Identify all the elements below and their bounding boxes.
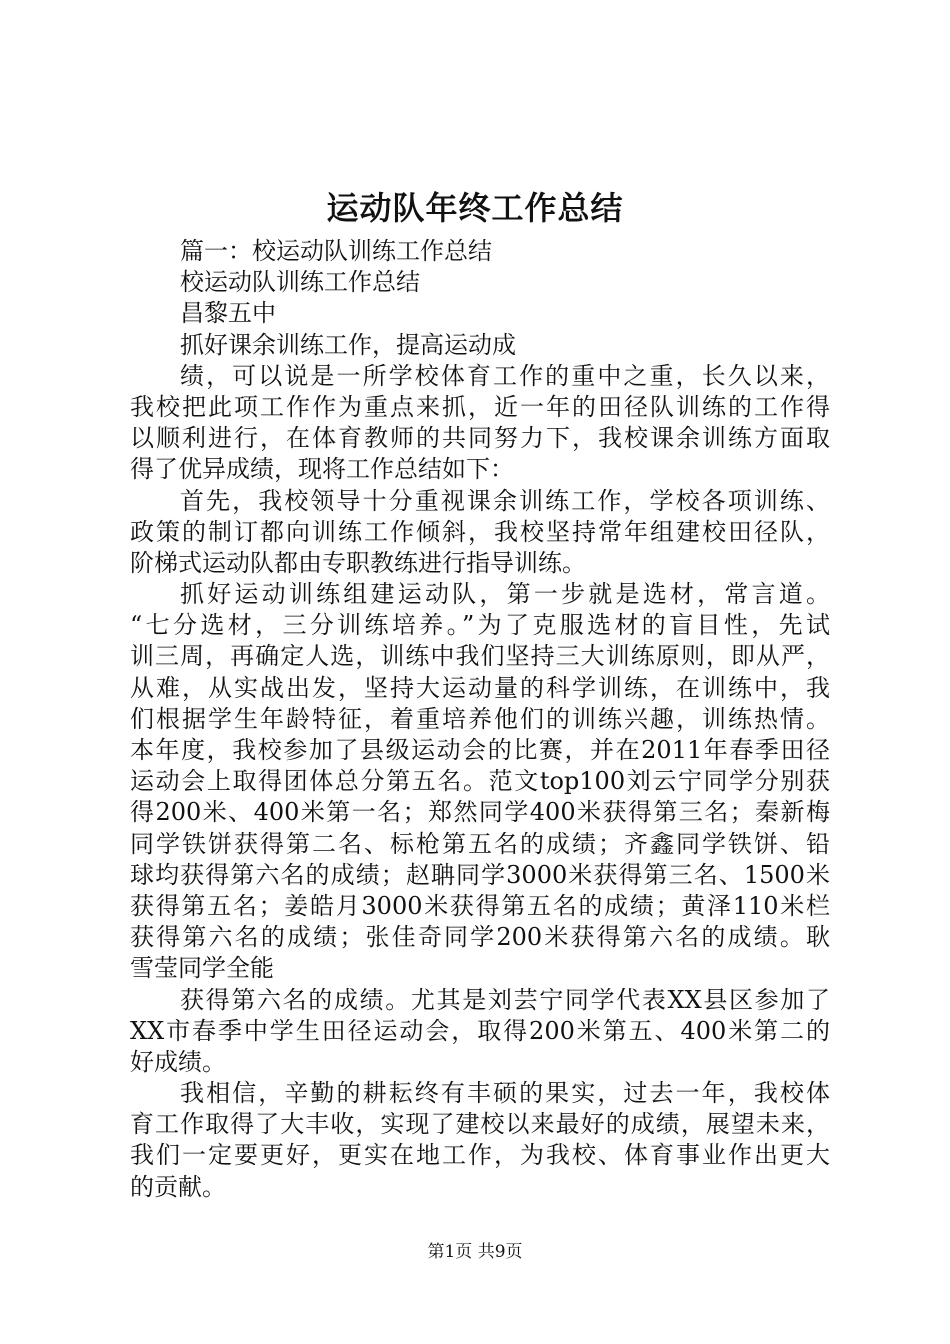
text-line: 抓好课余训练工作，提高运动成 <box>180 330 516 359</box>
text-line: 得200米、400米第一名；郑然同学400米获得第三名；秦新梅 <box>130 798 830 827</box>
text-line: 的贡献。 <box>130 1172 226 1201</box>
text-line: XX市春季中学生田径运动会，取得200米第五、400米第二的 <box>130 1016 830 1045</box>
text-line: 首先，我校领导十分重视课余训练工作，学校各项训练、 <box>180 486 830 515</box>
school-name: 昌黎五中 <box>180 299 276 328</box>
text-line: 本年度，我校参加了县级运动会的比赛，并在2011年春季田径 <box>130 736 830 764</box>
text-line: 以顺利进行，在体育教师的共同努力下，我校课余训练方面取 <box>130 424 830 453</box>
text-line: 获得第六名的成绩。尤其是刘芸宁同学代表XX县区参加了 <box>180 985 830 1014</box>
text-line: 政策的制订都向训练工作倾斜，我校坚持常年组建校田径队， <box>130 517 830 546</box>
text-line: 训三周，再确定人选，训练中我们坚持三大训练原则，即从严， <box>130 642 830 671</box>
page-footer: 第1页 共9页 <box>427 1242 523 1262</box>
text-line: 球均获得第六名的成绩；赵聃同学3000米获得第三名、1500米 <box>130 860 830 889</box>
text-line: 运动会上取得团体总分第五名。范文top100刘云宁同学分别获 <box>130 767 830 796</box>
text-line: 从难，从实战出发，坚持大运动量的科学训练，在训练中，我 <box>130 673 830 702</box>
text-line: 绩，可以说是一所学校体育工作的重中之重，长久以来， <box>180 361 830 390</box>
text-line: 雪莹同学全能 <box>130 954 274 983</box>
text-line: 阶梯式运动队都由专职教练进行指导训练。 <box>130 548 586 577</box>
text-line: 我校把此项工作作为重点来抓，近一年的田径队训练的工作得 <box>130 392 830 421</box>
text-line: “七分选材，三分训练培养。”为了克服选材的盲目性，先试 <box>130 611 830 640</box>
text-line: 我相信，辛勤的耕耘终有丰硕的果实，过去一年，我校体 <box>180 1079 830 1108</box>
document-title: 运动队年终工作总结 <box>326 189 624 227</box>
text-line: 我们一定要更好，更实在地工作，为我校、体育事业作出更大 <box>130 1141 830 1170</box>
text-line: 得了优异成绩，现将工作总结如下： <box>130 455 514 484</box>
text-line: 们根据学生年龄特征，着重培养他们的训练兴趣，训练热情。 <box>130 704 830 733</box>
text-line: 抓好运动训练组建运动队，第一步就是选材，常言道。 <box>180 580 830 609</box>
text-line: 育工作取得了大丰收，实现了建校以来最好的成绩，展望未来， <box>130 1110 830 1139</box>
text-line: 好成绩。 <box>130 1047 226 1076</box>
document-body <box>130 236 830 1203</box>
section-heading: 篇一：校运动队训练工作总结 <box>180 237 492 265</box>
text-line: 同学铁饼获得第二名、标枪第五名的成绩；齐鑫同学铁饼、铅 <box>130 829 830 858</box>
article-title: 校运动队训练工作总结 <box>180 268 420 297</box>
text-line: 获得第五名；姜皓月3000米获得第五名的成绩；黄泽110米栏 <box>130 891 830 920</box>
text-line: 获得第六名的成绩；张佳奇同学200米获得第六名的成绩。耿 <box>130 923 830 952</box>
